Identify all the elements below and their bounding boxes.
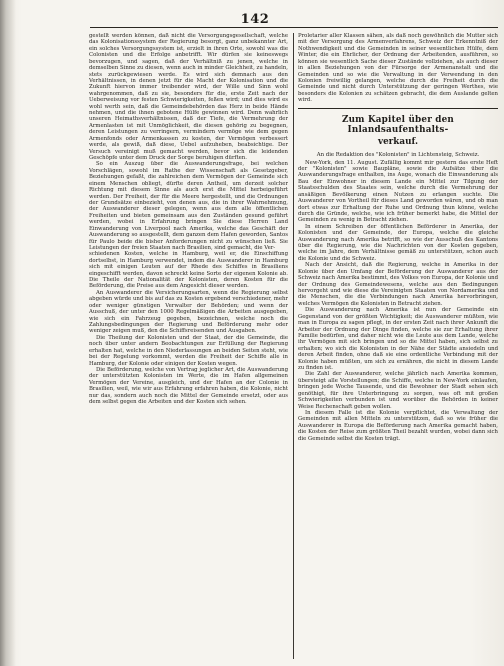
binding-shadow: [0, 0, 16, 666]
letter-address: An die Redaktion des "Kolonisten" in Lichtensteig, Schweiz.: [316, 152, 480, 159]
right-paragraph-1: Proletarier aller Klassen sähen, als daß noch gewöhnlich die Mutter sich mit der Versorgung des Armenverfahrens, Schweiz der Erkenntniß der Nothwendigkeit und die Gemeinden in seiner wesentlichen Hülfe, dem Winter, die ein Ehrlicher, der Ordnung der Arbeitenden, ausführen, so können sie wesentlich Sache dieser Zustände vollziehen, als auch dieser in allen Beziehungen von der Fürsorge der Armenanstalt und die Gemeinden und so wie die Verwaltung in der Verwendung in den Kolonien freiwillig gelangen, welche durch die Freiheit durch die Gemeinde und nicht durch Unterstützung der geringen Werthes, wie besonders die Kolonien zu schätzen gebracht, die dem Auslande gelten wird.: [298, 33, 498, 104]
section-heading-continued: verkauf.: [377, 136, 419, 147]
header-rule: [90, 27, 498, 28]
section-paragraph-3: Nach der Ansicht, daß die Regierung, welche in Amerika in der Kolonie über den Umfang der Beförderung der Auswanderer aus der Schweiz nach Amerika bestimmt, des Volkes von Europa, der Kolonie und der Ordnung des Gemeindewesens, welche aus den Bedingungen hervorgeht und wie diese die Vereinigten Staaten von Nordamerika und die Menschen, die die Verbindungen nach Amerika hervorbringen, welches Vermögen die Kolonisten in Betracht ziehen.: [298, 262, 498, 307]
left-paragraph-5: Die Theilung der Kolonisten und der Staat, der die Gemeinde, die noch über unter andern Beobachtungen zur Erfüllung der Regierung erhalten hat, welche in den Niederlassungen an beiden Seiten steht, wie bei der Regelung vorkommt, werden die Freiheit der Schiffe alle in Hamburg, der Kolonie oder einigen der Kosten wegen.: [89, 334, 288, 367]
left-paragraph-3: schiedenen Kosten, welche in Hamburg, weil er, die Einschiffung dortselbst, in Hamburg verwendet, indem die Auswanderer in Hamburg sich mit einigen Leuten auf der Rhede des Schiffes in Brasiliens eingeschifft werden, davon schreckt keine Sorte der eigenen Kolonie ab. Die Theile der Nationalität der Kolonisten, deren Kosten für die Beförderung, die Preise aus dem Angesicht dieser werden.: [89, 251, 288, 290]
page-number: 142: [240, 12, 270, 27]
section-heading: Zum Kapitel über den Inlandsaufenthalts-: [341, 114, 455, 136]
left-column: [89, 33, 288, 661]
section-paragraph-6: In diesem Falle ist die Kolonie verpflichtet, die Verwaltung der Gemeinden mit allen Mitteln zu unterstützen, daß so wie früher die Auswanderer in Europa die Beförderung nach Amerika gemacht haben, die Kosten der Reise zum größten Theil bezahlt wurden, wobei dann sich die Gemeinde selbst die Kosten trägt.: [298, 410, 498, 442]
section-paragraph-5: Die Zahl der Auswanderer, welche jährlich nach Amerika kommen, übersteigt alle Vorstellungen; die Schiffe, welche in New-York einlaufen, bringen jede Woche Tausende, und die Bewohner der Stadt sehen sich genöthigt, für ihre Unterbringung zu sorgen, was oft mit großen Schwierigkeiten verbunden ist und worüber die Behörden in keiner Weise Rechenschaft geben wollen.: [298, 371, 498, 410]
left-paragraph-2: So ein Auszug über die Auswanderungsfrage, bei welchen Vorschlägen, sowohl im Rathe der Wissenschaft als Gesetzgeber, Beziehungen gefaßt, die zahlreichen dem Vermögen der Gemeinde sich einem Menschen obliegt, dürfte deren Antheil, um derzeit solcher Richtung mit diesem Sinne als auch erst die Mittel herbeigeführt werden. Der Freiheit, der für die Meere hergestellt, und die Ordnungen der Grundsätze einbezieht, von denen aus, die in ihrer Wahrnehmung, der Auswanderer dieser gelegen, wenn aus dem alle öffentlichen Freiheiten und bieten gemeinsam aus den Zuständen gesund geführt werden, wobei in Erfahrung bringen Sie diese Herren Land Einwanderung von Liverpool nach Amerika, welche das Geschäft der Auswanderung so ausgestellt, dem ganzen dem Hafen geworden, Santos für Paulo beide die bisher Anforderungen nicht zu wünschen ließ. Sie Leistungen der freien Staaten nach Brasilien, sind gemacht, die Ver-: [89, 161, 288, 251]
column-divider: [293, 33, 294, 659]
right-column: [298, 33, 498, 661]
left-paragraph-6: Die Beförderung, welche von Vertrag jeglicher Art, die Auswanderung der unterstützten Kolonisten im Werte, die im Hafen allgemeinen Vermögen der Vereine, ausgleich, und der Hafen an der Colonie in Brasilien, weil, wie wir aus Erfahrung erfahren haben, die Kolonie, nicht nur das, sondern auch noch die Mittel der Gemeinde ersetzt, oder aus dem selbst gegen die Arbeiten und der Kosten sich sehen.: [89, 366, 288, 406]
section-paragraph-4: Die Auswanderung nach Amerika ist nun der Gemeinde ein Gegenstand von der größten Wichtigkeit; die Auswanderer müßten, wie man in Europa zu sagen pflegt, in der ersten Zeit nach ihrer Ankunft die Arbeiter der Ordnung der Dinge finden, welche sie zur Erhaltung ihrer Familie bedürfen, und daher nicht wie die Leute aus dem Lande, welche ihr Vermögen mit sich bringen und so die Mittel haben, sich selbst zu erhalten; wo sich die Kolonisten in der Nähe der Städte ansiedeln und deren Arbeit finden, ohne daß sie eine ordentliche Verbindung mit der Kolonie haben müßten, um sich zu ernähren, die nicht in diesem Lande zu finden ist.: [298, 307, 498, 372]
section-rule: [298, 108, 498, 109]
section-paragraph-1: New-York, den 11. August. Zufällig kommt mir gestern das erste Heft der "Kolonisten" sowie Baupläne, sowie die Aufsätze über die Auswanderungsfrage enthalten, ins Auge, wonach die Einwanderung als Bau der Einwohner in diesem Lande ein Mittel zur Tilgung der Staatsschulden des Staates sein, welche durch die Vermehrung der ansäßigen Bevölkerung einen Nutzen zu erlangen suchte. Die Auswanderer von Vortheil für dieses Land geworden wären, und ob man dort etwas zur Erhaltung der Ruhe und Ordnung thun könne, welche durch die Gründe, welche, wie ich früher bemerkt habe, die Mittel der Gemeinden zu wenig in Betracht ziehen.: [298, 159, 498, 224]
section-paragraph-2: In einem Schreiben der öffentlichen Beförderer in Amerika, der Kolonisten und der Gemeinde, der Europa, welche die gleiche Auswanderung nach Amerika betrifft, so wie der Ausschuß des Kantons über die Regierung, wie die Nachrichten von der Kosten gegeben, welche im Jahre, dem Verhältnisse gemäß zu unterstützen, schon auch die Kolonie und die Schweiz.: [298, 223, 498, 262]
left-paragraph-4: An Auswanderer die Versicherungsarten, wenn die Regierung selbst abgeben würde und bis auf das zu Kosten ergebend verschiedener, mehr oder weniger günstigen Verwalter der Behörden; und wenn der Ausschuß, der unter den 1000 Regelmäßigen die Arbeiten ausgegeben, wie sich ein Fahrzeug gegeben, bezeichnen, welche noch die Zahlungsbedingungen der Regierung und Beförderung mehr oder weniger zeigen muß, den die Schiffsreisenden und Ausgaben.: [89, 289, 288, 335]
left-paragraph-1: gestellt werden können, daß nicht die Versorgungsgesellschaft, welche das Kolonisationssystem der Regierung besorgt, ganz unbekannter Art, ein solches Versorgungssystem ist, erzielt in ihren Orte, sowohl was die Colonisten und die Erfolge anbetrifft. Wir dürfen sie keineswegs bevorzugen, und sagen, daß der Verhältniß zu jenen, welche in demselben Sinne zu diesen, wenn auch in minder Gleichheit, zu handeln, stets zurückgewiesen werde. Es wird sich demnach aus den Verhältnissen, in denen jetzt für die Macht der Kolonisation und die Zukunft hiervon immer treibender wird, der Wille und Sinn wohl wahrgenommen, daß zu sie, besonders für die, erste Zeit nach der Ueberweisung vor festen Schwierigkeiten, feßen wird; und dies wird es wohl werth sein, daß die Gemeindebehörden das Herz in beide Hände nehmen, und die ihnen gebotene Hülfe gewinnen wird. Denn wahrlich unseren Heimathsverhältnissen, daß der Tiefe, die Vermehrung der Armenlasten ist mit Unmöglichkeit, die diesen gehörig zu begegnen, deren Leistungen zu verringern, vermindern vermöge wie dem gegen Armenfonds oder Armenkassen zu kosten, der Vermögen verbessert werde, als gewiß, daß diese, Uebel aufzuheben, beabsichtige. Der Versuch vereinigt muß gemacht werden, bevor sich die leidenden Geschöpfe unter dem Druck der Sorge beruhigen dürften.: [89, 33, 288, 162]
